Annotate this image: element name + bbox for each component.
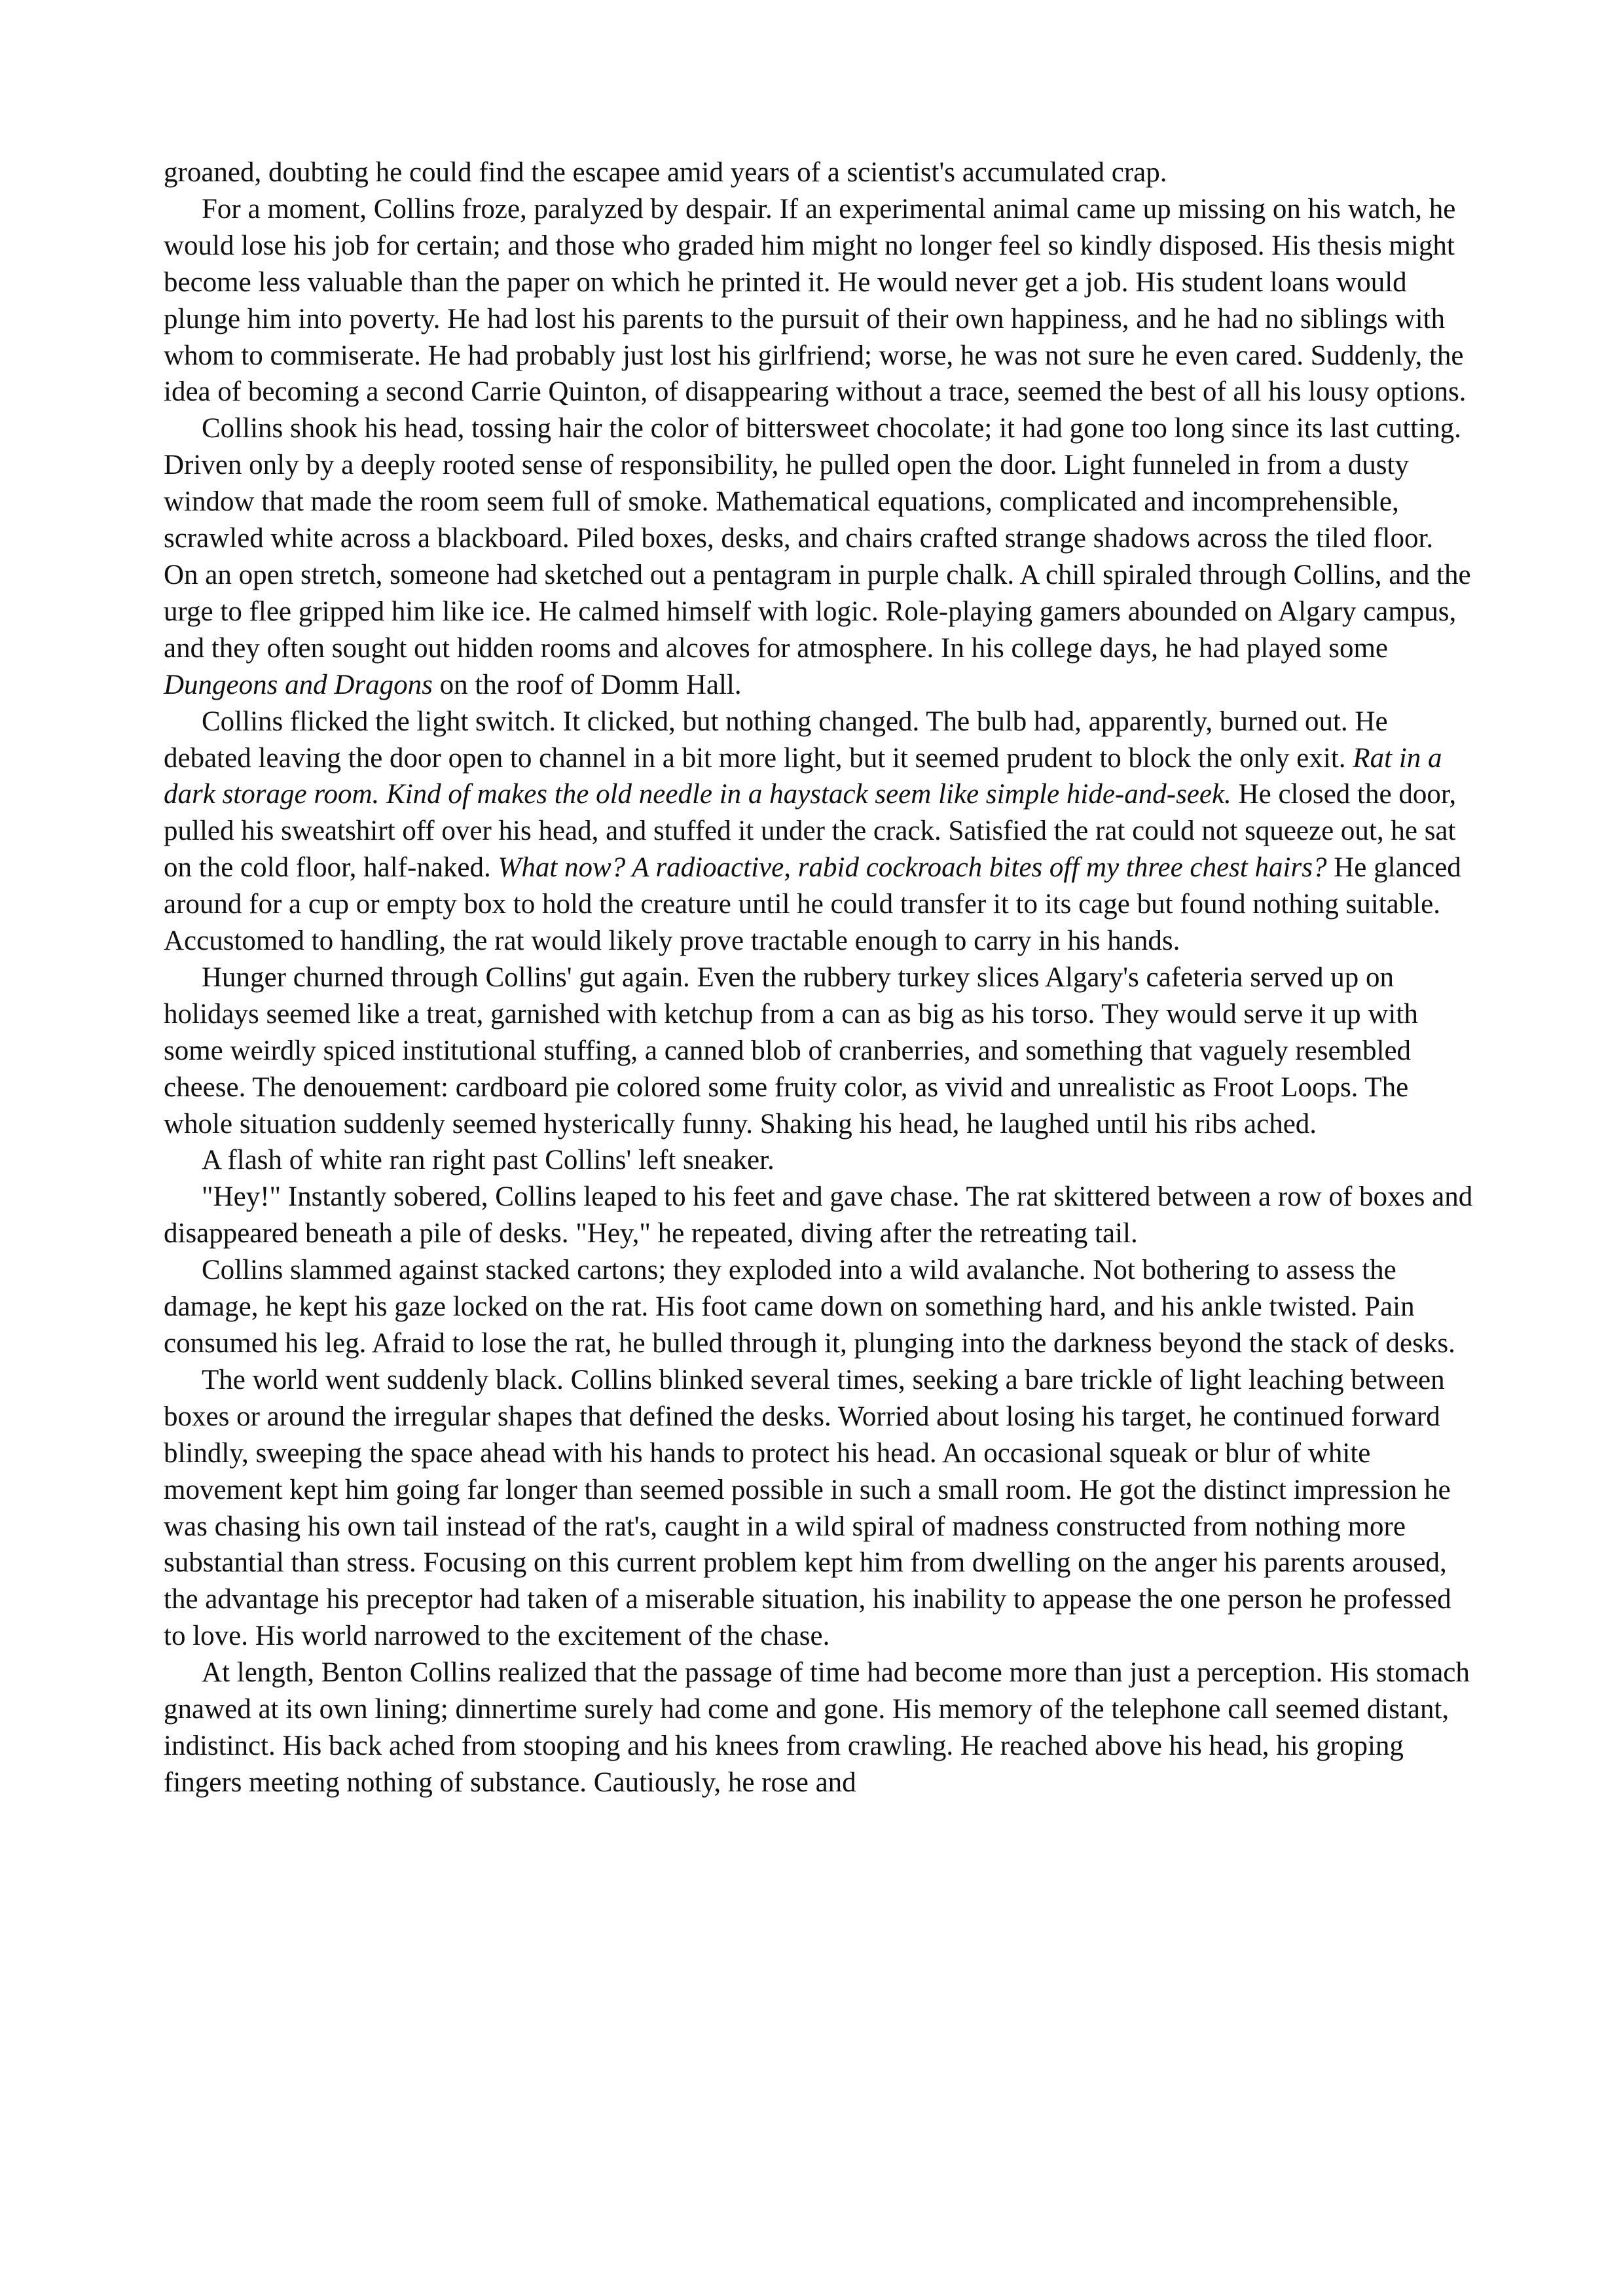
text-segment: The world went suddenly black. Collins blinked several times, seeking a bare trickle of light leaching between boxes or around the irregular shapes that defined the desks. Worried about losing his target, he continued forward blindly, sweeping the space ahead with his hands to protect his head. An occasional squeak or blur of white movement kept him going far longer than seemed possible in such a small room. He got the distinct impression he was chasing his own tail instead of the rat's, caught in a wild spiral of madness constructed from nothing more substantial than stress. Focusing on this current problem kept him from dwelling on the anger his parents aroused, the advantage his preceptor had taken of a miserable situation, his inability to appease the one person he professed to love. His world narrowed to the excitement of the chase. (164, 1364, 1451, 1652)
text-segment: He closed the door, pulled his sweatshirt off over his head, and stuffed it under the crack. Satisfied the rat could not squeeze out, he sat on the cold floor, half-naked. (164, 779, 1457, 884)
text-segment: At length, Benton Collins realized that the passage of time had become more than just a perception. His stomach gnawed at its own lining; dinnertime surely had come and gone. His memory of the telephone call seemed distant, indistinct. His back ached from stooping and his knees from crawling. He reached above his head, his groping fingers meeting nothing of substance. Cautiously, he rose and (164, 1657, 1470, 1798)
text-segment: He glanced around for a cup or empty box to hold the creature until he could transfer it to its cage but found nothing suitable. Accustomed to handling, the rat would likely prove tractable enough to carry in his hands. (164, 852, 1461, 957)
paragraph (164, 191, 1473, 410)
paragraph (164, 704, 1473, 960)
paragraph (164, 960, 1473, 1143)
text-segment: Hunger churned through Collins' gut again. Even the rubbery turkey slices Algary's cafeteria served up on holidays seemed like a treat, garnished with ketchup from a can as big as his torso. They would serve it up with some weirdly spiced institutional stuffing, a canned blob of cranberries, and something that vaguely resembled cheese. The denouement: cardboard pie colored some fruity color, as vivid and unrealistic as Froot Loops. The whole situation suddenly seemed hysterically funny. Shaking his head, he laughed until his ribs ached. (164, 961, 1418, 1139)
document-page (164, 154, 1473, 1801)
paragraph (164, 1142, 1473, 1179)
text-segment: A flash of white ran right past Collins' left sneaker. (202, 1145, 775, 1176)
text-segment: Collins slammed against stacked cartons; they exploded into a wild avalanche. Not bothering to assess the damage, he kept his gaze locked on the rat. His foot came down on something hard, and his ankle twisted. Pain consumed his leg. Afraid to lose the rat, he bulled through it, plunging into the darkness beyond the stack of desks. (164, 1255, 1455, 1359)
paragraph (164, 154, 1473, 191)
italic-text-segment: What now? A radioactive, rabid cockroach bites off my three chest hairs? (498, 852, 1327, 884)
text-segment: Collins flicked the light switch. It clicked, but nothing changed. The bulb had, apparently, burned out. He debated leaving the door open to channel in a bit more light, but it seemed prudent to block the only exit. (164, 706, 1388, 774)
paragraph (164, 1655, 1473, 1801)
text-segment: groaned, doubting he could find the escapee amid years of a scientist's accumulated crap. (164, 157, 1167, 188)
text-segment: For a moment, Collins froze, paralyzed by despair. If an experimental animal came up missing on his watch, he would lose his job for certain; and those who graded him might no longer feel so kindly disposed. His thesis might become less valuable than the paper on which he printed it. He would never get a job. His student loans would plunge him into poverty. He had lost his parents to the pursuit of their own happiness, and he had no siblings with whom to commiserate. He had probably just lost his girlfriend; worse, he was not sure he even cared. Suddenly, the idea of becoming a second Carrie Quinton, of disappearing without a trace, seemed the best of all his lousy options. (164, 193, 1467, 408)
text-segment: on the roof of Domm Hall. (432, 669, 742, 700)
paragraph (164, 1362, 1473, 1655)
text-segment: Collins shook his head, tossing hair the color of bittersweet chocolate; it had gone too long since its last cutting. Driven only by a deeply rooted sense of responsibility, he pulled open the door. Light funneled in from a dusty window that made the room seem full of smoke. Mathematical equations, complicated and incomprehensible, scrawled white across a blackboard. Piled boxes, desks, and chairs crafted strange shadows across the tiled floor. On an open stretch, someone had sketched out a pentagram in purple chalk. A chill spiraled through Collins, and the urge to flee gripped him like ice. He calmed himself with logic. Role-playing gamers abounded on Algary campus, and they often sought out hidden rooms and alcoves for atmosphere. In his college days, he had played some (164, 413, 1471, 664)
italic-text-segment: Rat in a dark storage room. Kind of makes the old needle in a haystack seem like simple hide-and-seek. (164, 742, 1442, 810)
paragraph (164, 1179, 1473, 1252)
text-segment: "Hey!" Instantly sobered, Collins leaped to his feet and gave chase. The rat skittered between a row of boxes and disappeared beneath a pile of desks. "Hey," he repeated, diving after the retreating tail. (164, 1181, 1473, 1249)
paragraph (164, 410, 1473, 703)
italic-text-segment: Dungeons and Dragons (164, 669, 433, 700)
paragraph (164, 1252, 1473, 1362)
